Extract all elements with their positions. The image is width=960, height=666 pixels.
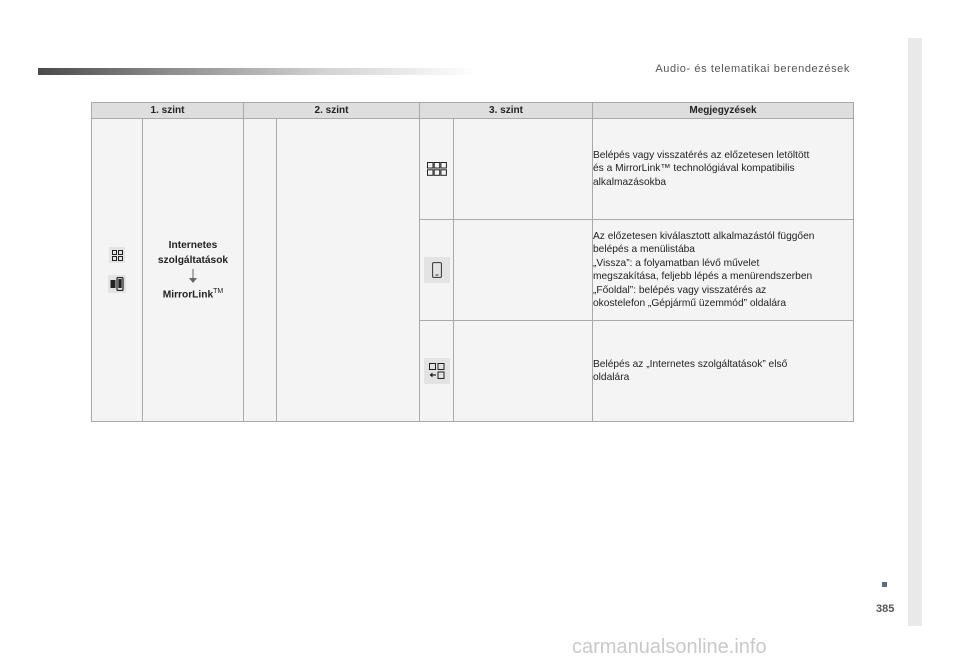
watermark: carmanualsonline.info: [572, 636, 767, 658]
header-level1: 1. szint: [92, 103, 244, 119]
arrow-down-icon: [143, 269, 243, 283]
level3-icon-cell: [420, 119, 454, 220]
level3-label-cell: [454, 321, 593, 422]
table-row: [92, 119, 854, 220]
chapter-title: Audio- és telematikai berendezések: [655, 63, 850, 75]
page-marker: [882, 582, 887, 587]
phone-menu-icon[interactable]: [424, 257, 450, 283]
level3-label-cell: [454, 220, 593, 321]
level3-label-cell: [454, 119, 593, 220]
header-level3: 3. szint: [420, 103, 593, 119]
internet-services-label-line2: szolgáltatások: [157, 254, 229, 266]
menu-structure-table: [91, 102, 854, 422]
side-margin-strip: [908, 38, 922, 626]
internet-services-return-icon[interactable]: [424, 358, 450, 384]
level2-label-cell: [277, 119, 420, 422]
level1-icon-cell: [92, 119, 143, 422]
mirrorlink-phone-icon[interactable]: [108, 275, 126, 293]
header-gradient-bar: [38, 68, 478, 75]
header-level2: 2. szint: [244, 103, 420, 119]
page-number: 385: [876, 603, 895, 615]
level2-icon-cell: [244, 119, 277, 422]
level3-icon-cell: [420, 321, 454, 422]
level3-icon-cell: [420, 220, 454, 321]
note-cell: Belépés az „Internetes szolgáltatások” első oldalára: [593, 321, 854, 422]
apps-grid-icon[interactable]: [424, 156, 450, 182]
level1-label-cell: [143, 119, 244, 422]
header-notes: Megjegyzések: [593, 103, 854, 119]
note-cell: Belépés vagy visszatérés az előzetesen letöltött és a MirrorLink™ technológiával kompatibilis alkalmazásokba: [593, 119, 854, 220]
mirrorlink-label: MirrorLink: [162, 289, 214, 301]
internet-services-label-line1: Internetes: [168, 239, 218, 251]
grid-app-icon[interactable]: [109, 247, 125, 263]
note-cell: Az előzetesen kiválasztott alkalmazástól függően belépés a menülistába „Vissza”: a folyamatban lévő művelet megszakítása, feljebb lépés a menürendszerben „Főoldal”: belépés vagy visszatérés az okostelefon „Gépjármű üzemmód” oldalára: [593, 220, 854, 321]
table-header-row: [92, 103, 854, 119]
mirrorlink-trademark: TM: [213, 287, 224, 295]
